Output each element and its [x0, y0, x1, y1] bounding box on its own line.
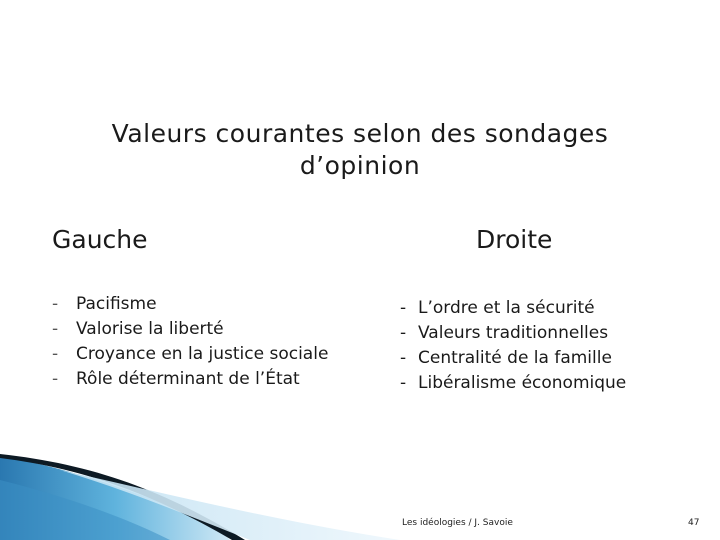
list-item-text: Pacifisme	[76, 294, 157, 314]
bullet-dash: -	[400, 323, 407, 343]
right-column-heading: Droite	[476, 225, 553, 254]
list-item	[400, 371, 626, 396]
footer-text: Les idéologies / J. Savoie	[402, 518, 513, 528]
bullet-dash: -	[400, 298, 407, 318]
decorative-wave-graphic	[0, 440, 400, 540]
list-item	[52, 342, 328, 367]
slide-title: Valeurs courantes selon des sondages d’opinion	[111, 119, 609, 180]
list-item-text: Centralité de la famille	[418, 348, 612, 368]
list-item	[52, 317, 328, 342]
list-item	[52, 292, 328, 317]
bullet-dash: -	[52, 319, 59, 339]
list-item	[52, 367, 328, 392]
list-item-text: Valorise la liberté	[76, 319, 224, 339]
page-number: 47	[688, 518, 700, 528]
list-item-text: Libéralisme économique	[418, 373, 627, 393]
bullet-dash: -	[52, 369, 59, 389]
list-item-text: Valeurs traditionnelles	[418, 323, 609, 343]
list-item-text: Rôle déterminant de l’État	[76, 369, 300, 389]
list-item	[400, 346, 626, 371]
bullet-dash: -	[400, 373, 407, 393]
bullet-dash: -	[400, 348, 407, 368]
left-column-list	[52, 292, 328, 392]
list-item	[400, 321, 626, 346]
left-column-heading: Gauche	[52, 225, 148, 254]
list-item-text: Croyance en la justice sociale	[76, 344, 329, 364]
right-column-list	[400, 296, 626, 396]
bullet-dash: -	[52, 294, 59, 314]
list-item-text: L’ordre et la sécurité	[418, 298, 595, 318]
list-item	[400, 296, 626, 321]
bullet-dash: -	[52, 344, 59, 364]
